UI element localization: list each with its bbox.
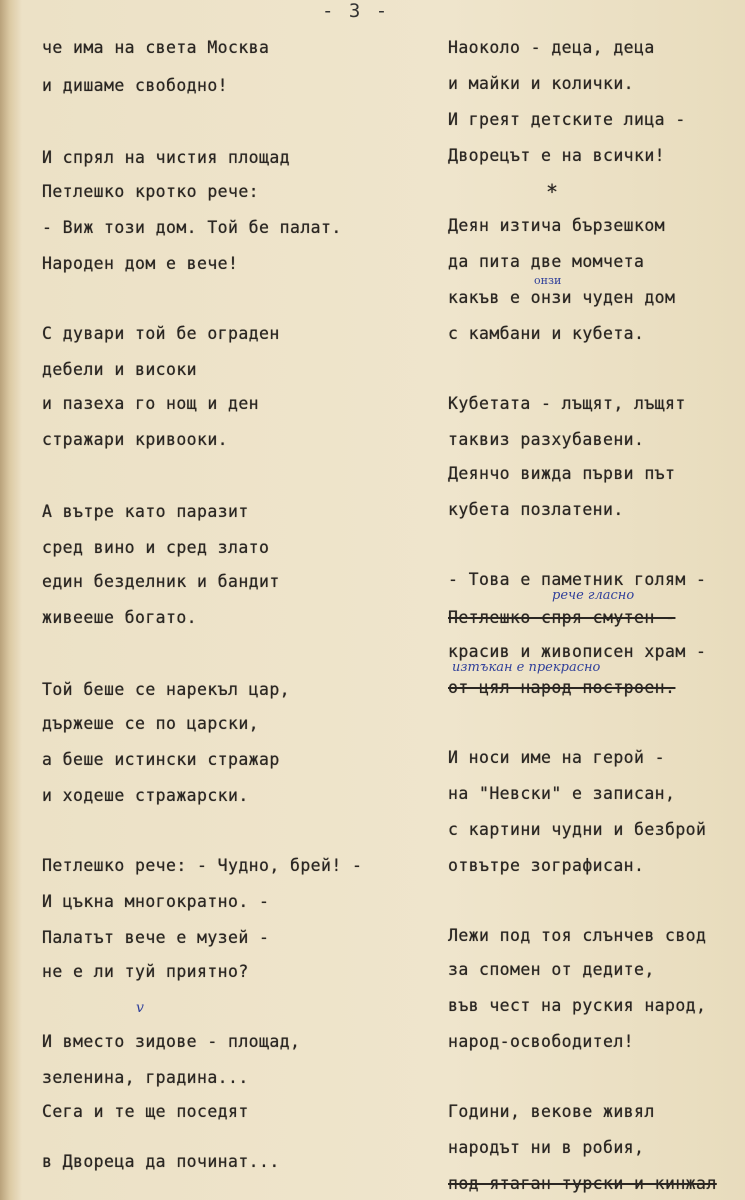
poem-line: И спрял на чистия площад	[42, 148, 291, 167]
handwritten-insert: изтъкан е прекрасно	[452, 660, 601, 675]
poem-line: народът ни в робия,	[448, 1138, 645, 1157]
poem-line: какъв е онзи чуден дом	[448, 288, 676, 307]
poem-line: Сега и те ще поседят	[42, 1102, 249, 1121]
poem-line: Дворецът е на всички!	[448, 146, 666, 165]
poem-line: Палатът вече е музей -	[42, 928, 270, 947]
poem-line: Лежи под тоя слънчев свод	[448, 926, 707, 945]
poem-line: А вътре като паразит	[42, 502, 249, 521]
poem-line: сред вино и сред злато	[42, 538, 270, 557]
poem-line: И носи име на герой -	[448, 748, 666, 767]
poem-line: в Двореца да починат...	[42, 1152, 280, 1171]
poem-line: Петлешко кротко рече:	[42, 182, 260, 201]
poem-line: И греят детските лица -	[448, 110, 686, 129]
poem-line: стражари кривооки.	[42, 430, 229, 449]
poem-line: Деян изтича бързешком	[448, 216, 666, 235]
poem-line: Петлешко рече: - Чудно, брей! -	[42, 856, 363, 875]
poem-line: дебели и високи	[42, 360, 198, 379]
struck-line: под ятаган турски и кинжал	[448, 1174, 717, 1193]
poem-line: С дувари той бе ограден	[42, 324, 280, 343]
poem-line: не е ли туй приятно?	[42, 962, 249, 981]
poem-line: Наоколо - деца, деца	[448, 38, 655, 57]
poem-line: и ходеше стражарски.	[42, 786, 249, 805]
poem-line: Той беше се нарекъл цар,	[42, 680, 291, 699]
poem-line: а беше истински стражар	[42, 750, 280, 769]
poem-line: че има на света Москва	[42, 38, 270, 57]
poem-line: Деянчо вижда първи път	[448, 464, 676, 483]
poem-line: да пита две момчета	[448, 252, 645, 271]
poem-line: Кубетата - лъщят, лъщят	[448, 394, 686, 413]
page-number: - 3 -	[322, 0, 390, 22]
struck-line: от цял народ построен.	[448, 678, 676, 697]
poem-line: Години, векове живял	[448, 1102, 655, 1121]
poem-line: кубета позлатени.	[448, 500, 624, 519]
poem-line: отвътре зографисан.	[448, 856, 645, 875]
handwritten-insert: рече гласно	[552, 588, 635, 603]
poem-line: и майки и колички.	[448, 74, 635, 93]
poem-line: И вместо зидове - площад,	[42, 1032, 301, 1051]
poem-line: И цъкна многократно. -	[42, 892, 270, 911]
poem-line: живееше богато.	[42, 608, 198, 627]
poem-line: с камбани и кубета.	[448, 324, 645, 343]
poem-line: с картини чудни и безброй	[448, 820, 707, 839]
poem-line: народ-освободител!	[448, 1032, 635, 1051]
poem-line: - Това е паметник голям -	[448, 570, 707, 589]
poem-line: един безделник и бандит	[42, 572, 280, 591]
poem-line: Народен дом е вече!	[42, 254, 239, 273]
poem-line: зеленина, градина...	[42, 1068, 249, 1087]
handwritten-correction: онзи	[534, 274, 562, 287]
poem-line: държеше се по царски,	[42, 714, 260, 733]
section-separator: *	[546, 180, 559, 204]
struck-line: Петлешко спря смутен -	[448, 608, 676, 627]
poem-line: на "Невски" е записан,	[448, 784, 676, 803]
poem-line: - Виж този дом. Той бе палат.	[42, 218, 342, 237]
poem-line: във чест на руския народ,	[448, 996, 707, 1015]
poem-line: за спомен от дедите,	[448, 960, 655, 979]
poem-line: и пазеха го нощ и ден	[42, 394, 260, 413]
check-mark: v	[136, 1000, 144, 1016]
poem-line: красив и живописен храм -	[448, 642, 707, 661]
poem-line: и дишаме свободно!	[42, 76, 229, 95]
poem-line: таквиз разхубавени.	[448, 430, 645, 449]
